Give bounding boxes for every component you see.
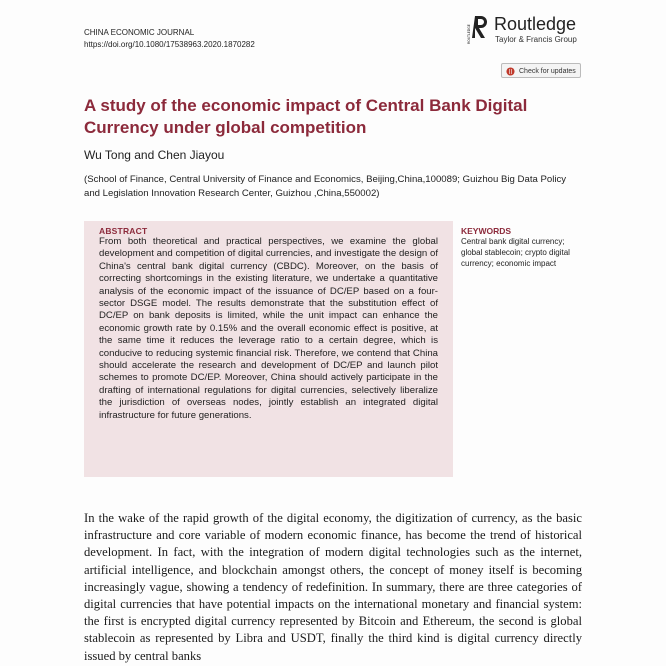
check-updates-button[interactable] [501,63,581,78]
keywords-block [461,226,587,269]
journal-header [84,27,255,51]
update-badge-icon [506,67,515,76]
abstract-box [84,221,453,477]
logo-vertical-text: ROUTLEDGE [467,24,471,44]
author-affiliation: (School of Finance, Central University of Finance and Economics, Beijing,China,100089; Guizhou Big Data Policy and Legislation Innovation Research Center, Guizhou ,China,550002) [84,174,567,199]
abstract-text: From both theoretical and practical perspectives, we examine the global development and competition of digital currencies, and investigate the design of China's central bank digital currency (CBDC). Moreover, on the basis of correcting shortcomings in the existing literature, we undertake a quantitative analysis of the economic impact of the issuance of DC/EP based on a four-sector DSGE model. The results demonstrate that the substitution effect of DC/EP on bank deposits is limited, while the unit impact can enhance the economic growth rate by 0.15% and the overall economic effect is positive, at the same time it reduces the leverage ratio to a certain degree, which is conducive to reducing systemic financial risk. Therefore, we contend that China should accelerate the research and development of DC/EP and launch pilot schemes to promote DC/EP. Moreover, China should actively participate in the drafting of international regulations for digital currencies, selectively liberalize the jurisdiction of overseas nodes, jointly establish an integrated digital infrastructure for future generations. [99,236,438,421]
article-authors: Wu Tong and Chen Jiayou [84,148,225,162]
publisher-logo[interactable] [466,14,586,48]
check-updates-label: Check for updates [519,68,576,75]
keywords-heading: KEYWORDS [461,226,512,236]
abstract-heading: ABSTRACT [99,226,148,236]
keywords-text: Central bank digital currency; global stablecoin; crypto digital currency; economic impact [461,237,570,268]
article-title: A study of the economic impact of Central Bank Digital Currency under global competition [84,96,528,137]
publisher-name: Routledge [494,14,577,34]
routledge-logo-icon [466,14,488,46]
doi-link[interactable]: https://doi.org/10.1080/17538963.2020.1870282 [84,40,255,49]
body-paragraph: In the wake of the rapid growth of the digital economy, the digitization of currency, as the basic infrastructure and core variable of modern economic finance, has become the trend of historical development. In fact, with the integration of modern digital technologies such as the internet, artificial intelligence, and blockchain amongst others, the concept of money itself is becoming increasingly vague, showing a tendency of redefinition. In summary, there are three categories of digital currencies that have potential impacts on the international monetary and financial system: the first is encrypted digital currency represented by Bitcoin and Ethereum, the second is global stablecoin as represented by Libra and USDT, finally the third kind is digital currency directly issued by central banks [84,511,582,663]
journal-name: CHINA ECONOMIC JOURNAL [84,28,195,37]
publisher-subtitle: Taylor & Francis Group [495,35,577,44]
